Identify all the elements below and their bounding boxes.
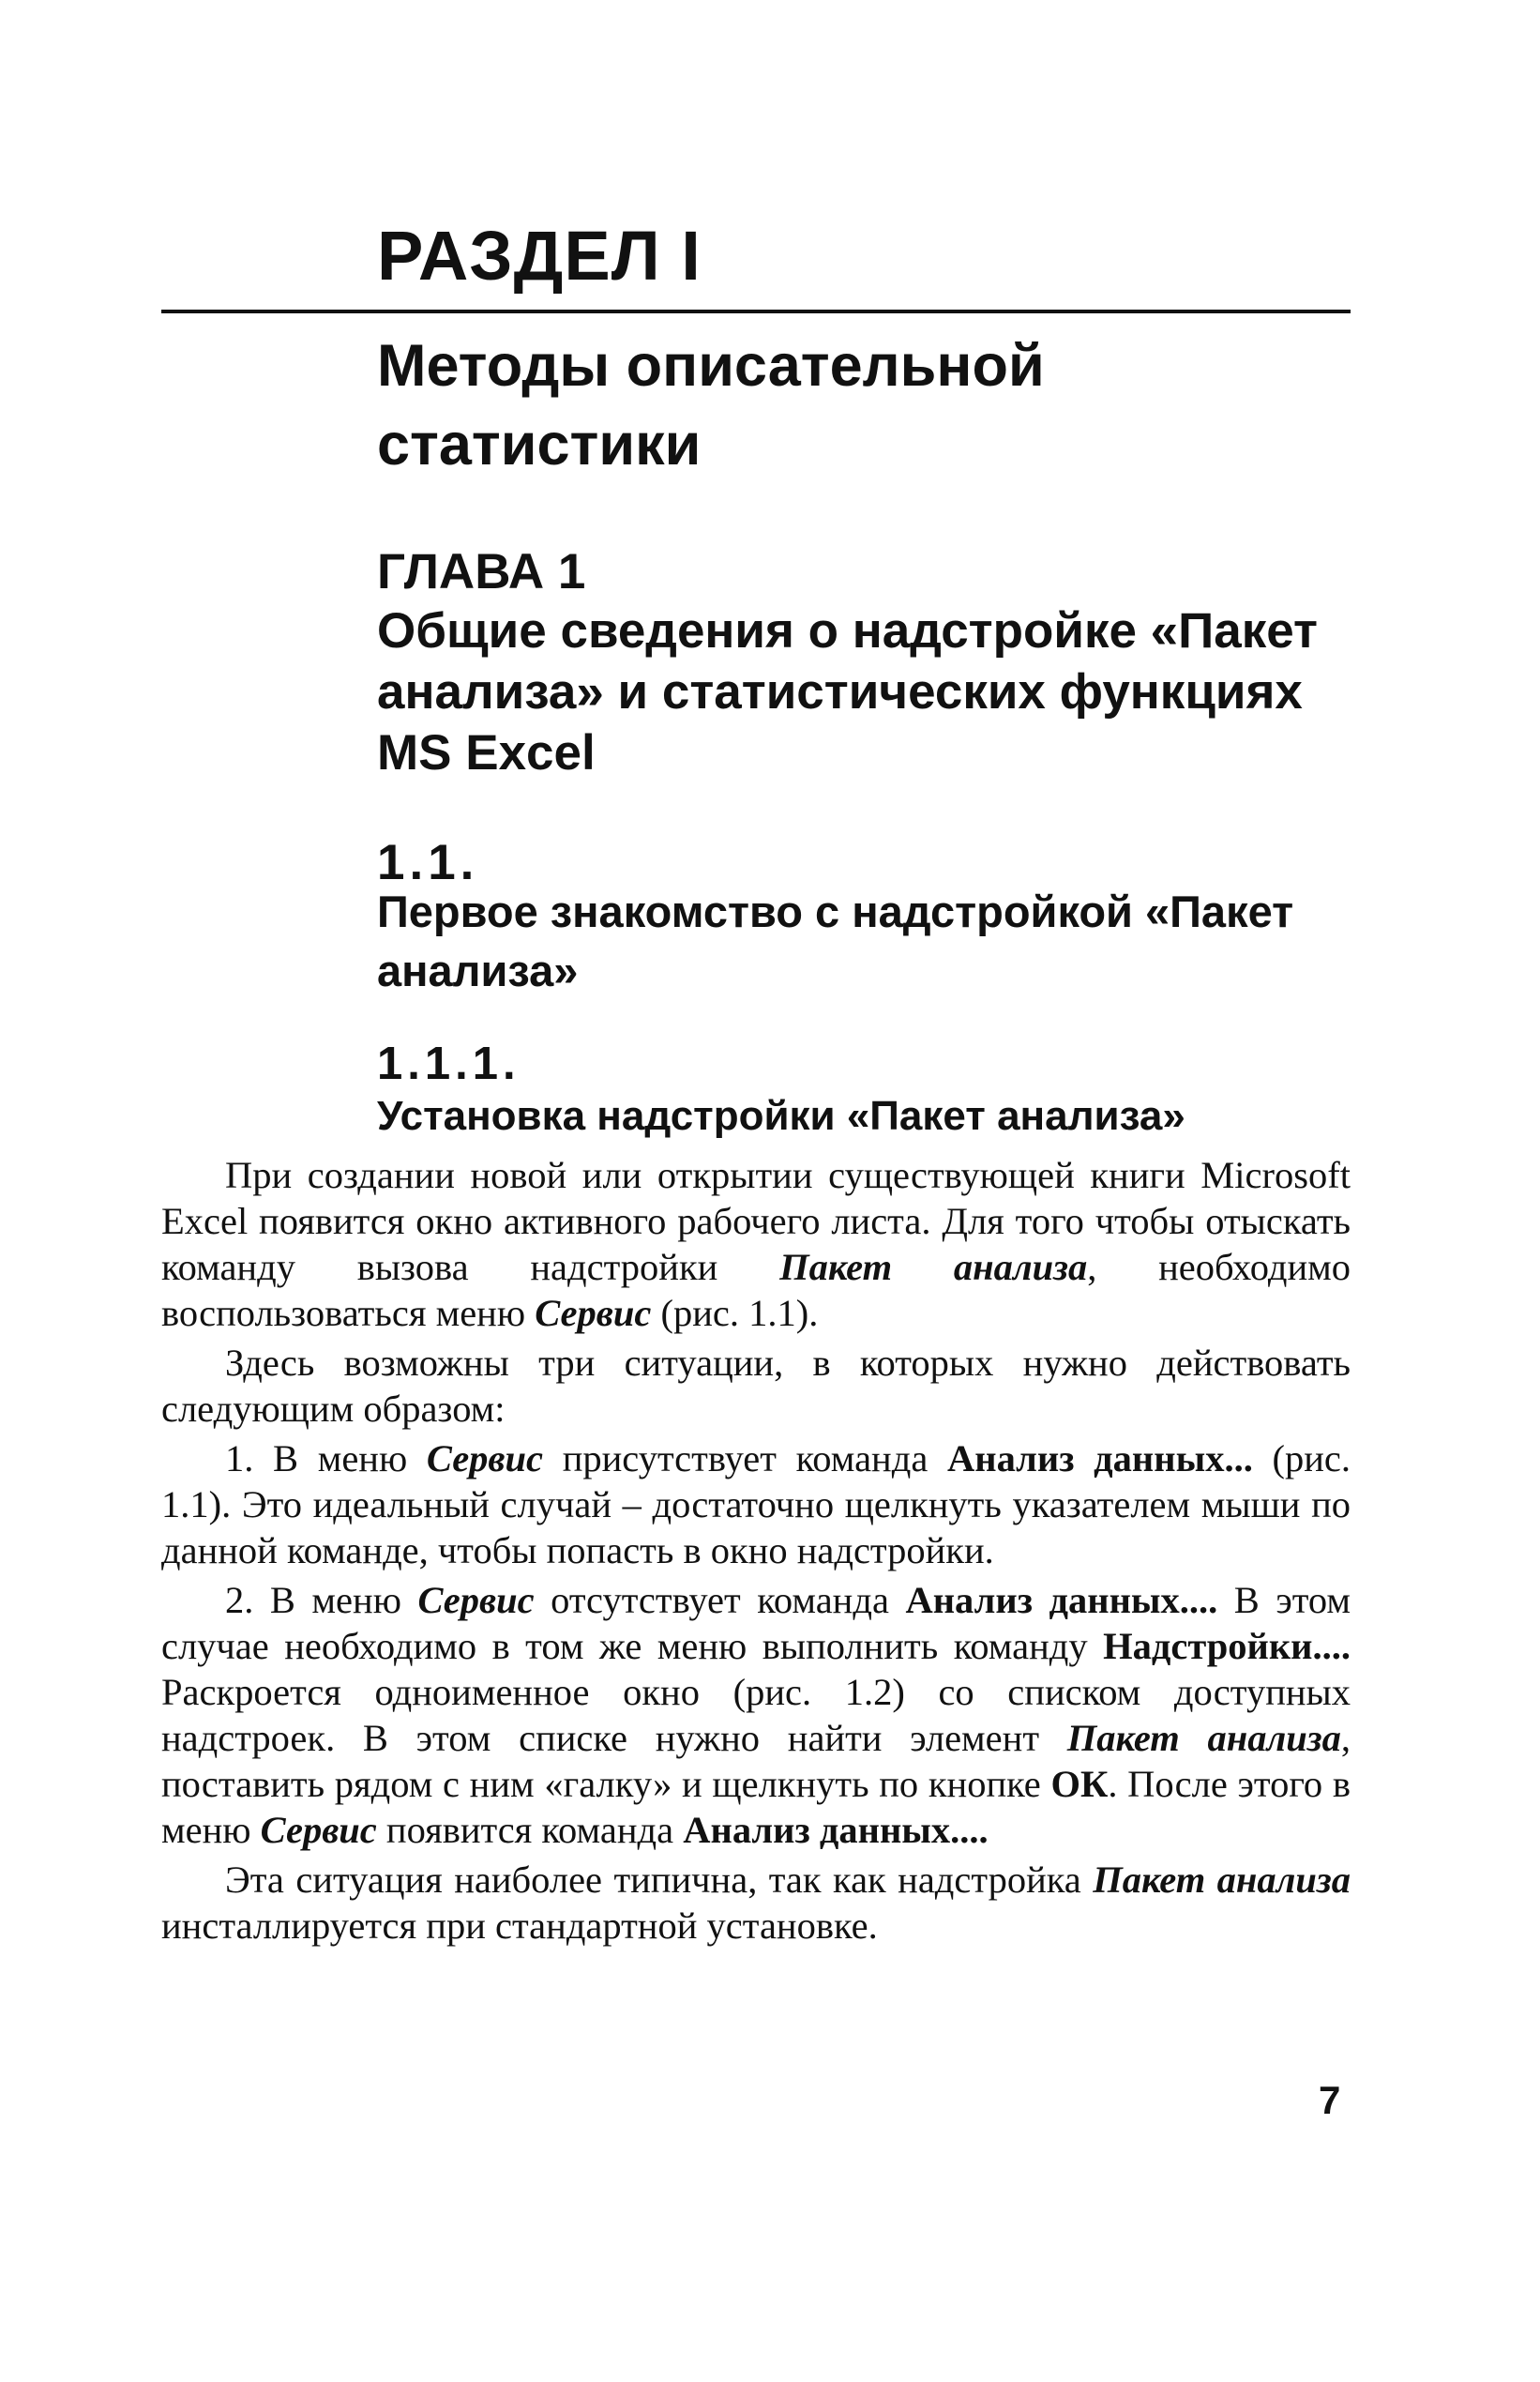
text-run: присутствует команда — [543, 1437, 947, 1479]
paragraph-4 — [161, 1577, 1351, 1853]
paragraph-2: Здесь возможны три ситуации, в которых нужно действовать следующим образом: — [161, 1342, 1351, 1430]
command-emphasis: ОК — [1050, 1763, 1109, 1805]
term-emphasis: Пакет анализа — [1093, 1859, 1351, 1901]
paragraph-1 — [161, 1152, 1351, 1336]
subsection-number: 1.1. — [377, 835, 479, 890]
section-title: Методы описательной статистики — [377, 333, 1045, 478]
subsection-title: Первое знакомство с надстройкой «Пакет анализа» — [377, 887, 1294, 995]
text-run: отсутствует команда — [534, 1579, 906, 1621]
term-emphasis: Сервис — [535, 1292, 652, 1334]
term-emphasis: Сервис — [417, 1579, 535, 1621]
paragraph-5 — [161, 1857, 1351, 1949]
subsubsection-title: Установка надстройки «Пакет анализа» — [377, 1093, 1185, 1139]
text-run: , необходимо воспользоваться меню — [161, 1246, 1351, 1334]
text-run: 2. В меню — [225, 1579, 418, 1621]
chapter-label: ГЛАВА 1 — [377, 544, 586, 599]
command-emphasis: Анализ данных.... — [905, 1579, 1218, 1621]
term-emphasis: Пакет анализа — [779, 1246, 1088, 1288]
text-run: появится команда — [376, 1809, 684, 1851]
text-run: При создании новой или открытии существующей книги Microsoft Excel появится окно активного рабочего листа. Для того чтобы отыскать команду вызова надстройки — [161, 1154, 1351, 1288]
chapter-title: Общие сведения о надстройке «Пакет анализа» и статистических функциях MS Excel — [377, 603, 1318, 781]
text-run: . После этого в меню — [161, 1763, 1351, 1851]
command-emphasis: Анализ данных... — [946, 1437, 1253, 1479]
body-text — [161, 1152, 1351, 1952]
page-number: 7 — [1319, 2078, 1341, 2122]
term-emphasis: Сервис — [260, 1809, 377, 1851]
text-run: Раскроется одноименное окно (рис. 1.2) со списком доступных надстроек. В этом списке нужно найти элемент — [161, 1671, 1351, 1759]
section-label: РАЗДЕЛ I — [377, 217, 702, 295]
text-run: Эта ситуация наиболее типична, так как надстройка — [225, 1859, 1094, 1901]
subsubsection-number: 1.1.1. — [377, 1039, 521, 1089]
text-run: инсталлируется при стандартной установке. — [161, 1904, 878, 1947]
text-run: , поставить рядом с ним «галку» и щелкнуть по кнопке — [161, 1717, 1351, 1805]
text-run: (рис. 1.1). — [651, 1292, 819, 1334]
command-emphasis: Надстройки.... — [1103, 1625, 1351, 1667]
term-emphasis: Сервис — [426, 1437, 544, 1479]
text-run: 1. В меню — [225, 1437, 427, 1479]
paragraph-3 — [161, 1435, 1351, 1573]
section-divider — [161, 310, 1351, 313]
text-run: (рис. 1.1). Это идеальный случай – достаточно щелкнуть указателем мыши по данной команде, чтобы попасть в окно надстройки. — [161, 1437, 1351, 1571]
term-emphasis: Пакет анализа — [1066, 1717, 1341, 1759]
text-run: В этом случае необходимо в том же меню выполнить команду — [161, 1579, 1351, 1667]
command-emphasis: Анализ данных.... — [683, 1809, 989, 1851]
